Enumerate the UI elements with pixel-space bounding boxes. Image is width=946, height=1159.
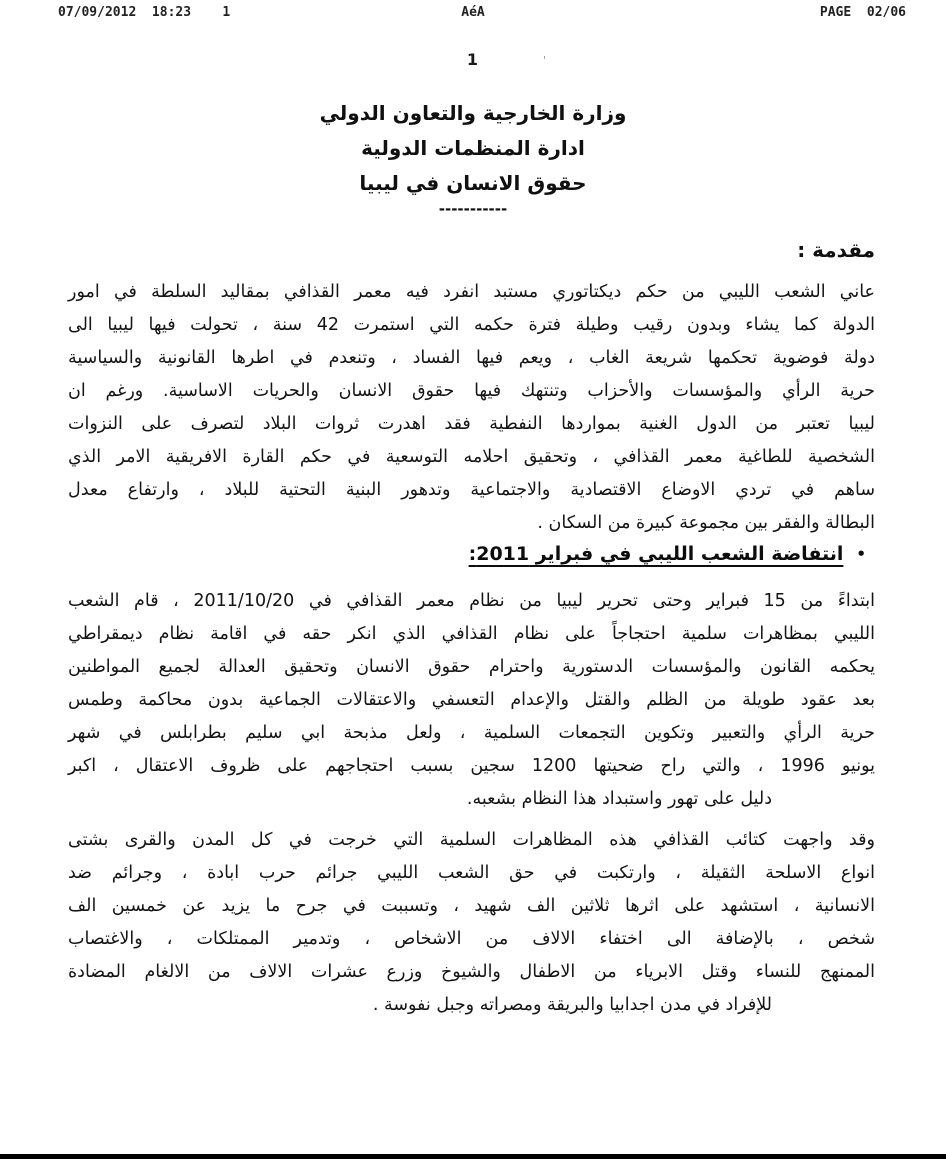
fax-datetime-station: 07/09/2012 18:23 1 (58, 5, 231, 20)
fax-page-count: PAGE 02/06 (819, 5, 906, 20)
intro-section-label: مقدمة : (797, 238, 875, 262)
uprising-section-heading (469, 543, 866, 565)
text-line: ساهم في تردي الاوضاع الاقتصادية والاجتماعية وتدهور البنية التحتية للبلاد ، وارتفاع معدل (68, 480, 875, 500)
title-separator-dashes: ----------- (438, 200, 508, 218)
bullet-icon: • (856, 544, 866, 563)
text-line: يحكمه القانون والمؤسسات الدستورية واحترام حقوق الانسان وتحقيق العدالة لجميع المواطنين (68, 657, 875, 677)
paragraph-crimes (68, 824, 875, 1022)
paragraph-uprising (68, 585, 875, 816)
text-line: الشخصية للطاغية معمر القذافي ، وتحقيق احلامه التوسعية في حكم القارة الافريقية الامر الذي (68, 447, 875, 467)
text-line: دليل على تهور واستبداد هذا النظام بشعبه. (466, 789, 772, 809)
title-subject: حقوق الانسان في ليبيا (359, 171, 587, 195)
fax-sender-id: AéA (461, 5, 485, 20)
scan-bottom-edge-bar (0, 1154, 946, 1159)
text-line: الدولة كما يشاء وبدون رقيب وطيلة فترة حكمه التي استمرت 42 سنة ، تحولت فيها ليبيا الى (68, 315, 875, 335)
text-line: يونيو 1996 ، والتي راح ضحيتها 1200 سجين بسبب احتجاجهم على ظروف الاعتقال ، اكبر (68, 756, 875, 776)
text-line: الانسانية ، استشهد على اثرها ثلاثين الف شهيد ، وتسببت في جرح ما يزيد عن خمسين الف (68, 896, 875, 916)
text-line: انواع الاسلحة الثقيلة ، وارتكبت في حق الشعب الليبي جرائم حرب ابادة ، وجرائم ضد (68, 863, 875, 883)
uprising-heading-text: انتفاضة الشعب الليبي في فبراير 2011: (468, 543, 844, 565)
scan-artifact-mark: ' (543, 54, 547, 67)
text-line: شخص ، بالإضافة الى اختفاء الالاف من الاشخاص ، وتدمير الممتلكات ، والاغتصاب (68, 929, 875, 949)
text-line: ابتداءً من 15 فبراير وحتى تحرير ليبيا من نظام معمر القذافي في 2011/10/20 ، قام الشعب (68, 591, 875, 611)
text-line: وقد واجهت كتائب القذافي هذه المظاهرات السلمية التي خرجت في كل المدن والقرى بشتى (68, 830, 875, 850)
title-department: ادارة المنظمات الدولية (361, 136, 585, 160)
text-line: بعد عقود طويلة من الظلم والقتل والإعدام التعسفي والاعتقالات الجماعية بدون محاكمة وطمس (68, 690, 875, 710)
text-line: حرية الرأي والمؤسسات والأحزاب وتنتهك فيها حقوق الانسان والحريات الاساسية. ورغم ان (68, 381, 875, 401)
text-line: دولة فوضوية تحكمها شريعة الغاب ، ويعم فيها الفساد ، وتنعدم في اطرها القانونية والسياسية (68, 348, 875, 368)
text-line: الليبي بمظاهرات سلمية احتجاجاً على نظام القذافي الذي انكر حقه في اقامة نظام ديمقراطي (68, 624, 875, 644)
title-ministry: وزارة الخارجية والتعاون الدولي (319, 101, 627, 125)
text-line: البطالة والفقر بين مجموعة كبيرة من السكان . (537, 513, 875, 533)
text-line: للإفراد في مدن اجدابيا والبريقة ومصراته وجبل نفوسة . (372, 995, 772, 1015)
text-line: حرية الرأي والتعبير وتكوين التجمعات السلمية ، ولعل مذبحة ابي سليم بطرابلس في شهر (68, 723, 875, 743)
paragraph-introduction (68, 276, 875, 540)
text-line: الممنهج للنساء وقتل الابرياء من الاطفال والشيوخ وزرع عشرات الالاف من الالغام المضادة (68, 962, 875, 982)
fax-transmission-header (0, 5, 946, 20)
page-number: 1 (466, 50, 480, 69)
text-line: ليبيا تعتبر من الدول الغنية بمواردها النفطية فقد اهدرت ثروات البلاد لتصرف على النزوات (68, 414, 875, 434)
text-line: عاني الشعب الليبي من حكم ديكتاتوري مستبد انفرد فيه معمر القذافي بمقاليد السلطة في امور (68, 282, 875, 302)
document-title-block (0, 96, 946, 223)
